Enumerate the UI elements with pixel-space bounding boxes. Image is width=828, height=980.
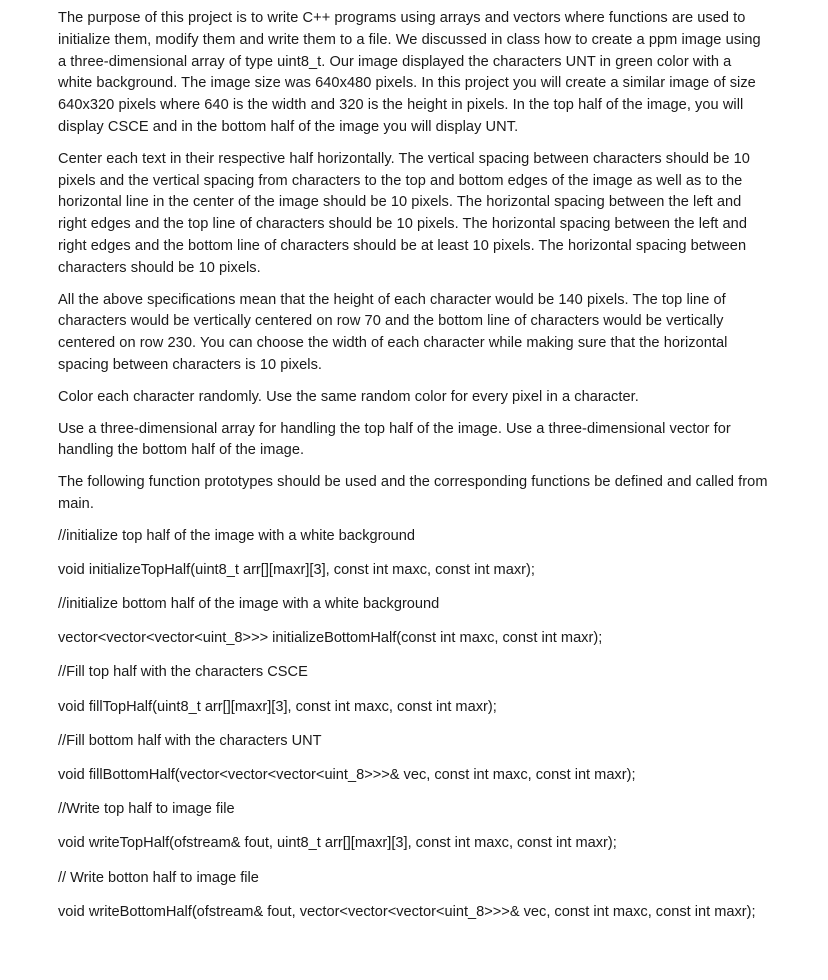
- prototype-initialize-top: void initializeTopHalf(uint8_t arr[][maxr][3], const int maxc, const int maxr);: [58, 561, 535, 578]
- comment-initialize-bottom: //initialize bottom half of the image with a white background: [58, 596, 440, 613]
- paragraph-specifications: All the above specifications mean that the height of each character would be 140 pixels. The top line of characters would be vertically centered on row 70 and the bottom line of characters would be vertically centered on row 230. You can choose the width of each character while making sure that the horizontal spacing between characters is 10 pixels.: [58, 291, 728, 373]
- prototype-initialize-bottom: vector<vector<vector<uint_8>>> initializeBottomHalf(const int maxc, const int maxr);: [58, 630, 603, 647]
- paragraph-purpose: The purpose of this project is to write C++ programs using arrays and vectors where functions are used to initialize them, modify them and write them to a file. We discussed in class how to create a ppm image using a three-dimensional array of type uint8_t. Our image displayed the characters UNT in green color with a white background. The image size was 640x480 pixels. In this project you will create a similar image of size 640x320 pixels where 640 is the width and 320 is the height in pixels. In the top half of the image, you will display CSCE and in the bottom half of the image you will display UNT.: [58, 10, 761, 135]
- comment-fill-top: //Fill top half with the characters CSCE: [58, 664, 308, 681]
- paragraph-array-vector: Use a three-dimensional array for handling the top half of the image. Use a three-dimensional vector for handling the bottom half of the image.: [58, 420, 731, 459]
- comment-initialize-top: //initialize top half of the image with a white background: [58, 527, 415, 544]
- comment-fill-bottom: //Fill bottom half with the characters UNT: [58, 732, 322, 749]
- paragraph-color: Color each character randomly. Use the same random color for every pixel in a character.: [58, 388, 639, 405]
- comment-write-bottom: // Write botton half to image file: [58, 869, 259, 886]
- prototype-fill-bottom: void fillBottomHalf(vector<vector<vector<uint_8>>>& vec, const int maxc, const int maxr);: [58, 767, 636, 784]
- paragraph-prototypes-intro: The following function prototypes should be used and the corresponding functions be defined and called from main.: [58, 474, 768, 512]
- prototype-fill-top: void fillTopHalf(uint8_t arr[][maxr][3], const int maxc, const int maxr);: [58, 698, 497, 715]
- paragraph-spacing: Center each text in their respective half horizontally. The vertical spacing between characters should be 10 pixels and the vertical spacing from characters to the top and bottom edges of the image as well as to the horizontal line in the center of the image should be 10 pixels. The horizontal spacing between the left and right edges and the top line of characters should be 10 pixels. The horizontal spacing between the left and right edges and the bottom line of characters should be at least 10 pixels. The horizontal spacing between characters should be 10 pixels.: [58, 150, 750, 276]
- comment-write-top: //Write top half to image file: [58, 801, 235, 818]
- prototype-write-bottom: void writeBottomHalf(ofstream& fout, vector<vector<vector<uint_8>>>& vec, const int maxc, const int maxr);: [58, 903, 756, 920]
- document-page: [58, 8, 768, 924]
- prototype-write-top: void writeTopHalf(ofstream& fout, uint8_t arr[][maxr][3], const int maxc, const int maxr);: [58, 835, 617, 852]
